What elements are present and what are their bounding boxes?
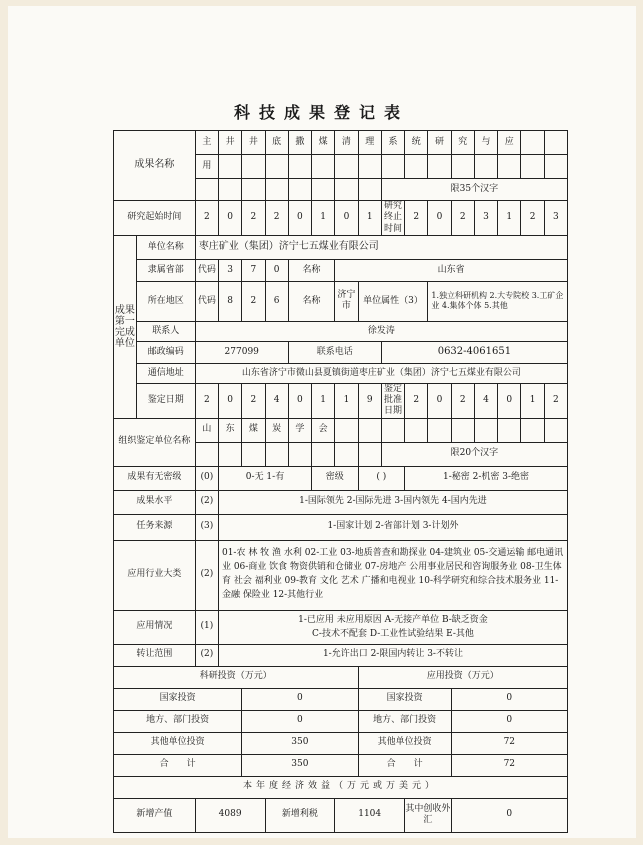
approve-digit: 4 xyxy=(474,383,497,418)
level-value: (2) xyxy=(195,490,218,514)
level-label: 成果水平 xyxy=(114,490,196,514)
invest-row-value: 72 xyxy=(451,732,567,754)
invest-row-value: 0 xyxy=(242,688,358,710)
level-options: 1-国际领先 2-国际先进 3-国内领先 4-国内先进 xyxy=(218,490,567,514)
region-code-digit: 2 xyxy=(242,281,265,321)
application-options-line1: 1-已应用 未应用原因 A-无接产单位 B-缺乏资金 xyxy=(298,614,488,625)
name-label: 成果名称 xyxy=(114,131,196,201)
appraisal-digit: 0 xyxy=(288,383,311,418)
appraisal-digit: 0 xyxy=(218,383,241,418)
unit-name: 枣庄矿业（集团）济宁七五煤业有限公司 xyxy=(195,235,567,259)
start-digit: 1 xyxy=(312,201,335,236)
org-char: 炭 xyxy=(265,418,288,442)
name-char: 究 xyxy=(451,131,474,155)
approve-digit: 0 xyxy=(498,383,521,418)
postcode-label: 邮政编码 xyxy=(136,341,195,363)
end-digit: 2 xyxy=(521,201,544,236)
name-char: 井 xyxy=(242,131,265,155)
transfer-value: (2) xyxy=(195,644,218,666)
province-code-digit: 3 xyxy=(218,259,241,281)
appraisal-digit: 9 xyxy=(358,383,381,418)
name-char: 研 xyxy=(428,131,451,155)
invest-row-label: 国家投资 xyxy=(358,688,451,710)
unit-attr-options: 1.独立科研机构 2.大专院校 3.工矿企业 4.集体个体 5.其他 xyxy=(428,281,568,321)
region-code-label: 代码 xyxy=(195,281,218,321)
region-name: 济宁市 xyxy=(335,281,358,321)
name-char: 撒 xyxy=(288,131,311,155)
unit-side-label: 成果第一完成单位 xyxy=(114,235,137,418)
source-options: 1-国家计划 2-省部计划 3-计划外 xyxy=(218,514,567,540)
province-label: 隶属省部 xyxy=(136,259,195,281)
contact-name: 徐发涛 xyxy=(195,321,567,341)
invest-row-value: 350 xyxy=(242,754,358,776)
forex-value: 0 xyxy=(451,798,567,832)
secret-options: 0-无 1-有 xyxy=(218,466,311,490)
province-code-digit: 0 xyxy=(265,259,288,281)
phone-value: 0632-4061651 xyxy=(381,341,567,363)
start-digit: 2 xyxy=(265,201,288,236)
invest-row-label: 地方、部门投资 xyxy=(358,710,451,732)
secret-level-label: 密级 xyxy=(312,466,359,490)
name-char: 与 xyxy=(474,131,497,155)
secret-value: (0) xyxy=(195,466,218,490)
end-digit: 1 xyxy=(498,201,521,236)
industry-options: 01-农 林 牧 渔 水利 02-工业 03-地质普查和勘探业 04-建筑业 05-交通运输 邮电通讯业 06-商业 饮食 物资供销和仓储业 07-房地产 公用事业居民和咨询服务业 08-卫生体育 社会 福利业 09-教育 文化 艺术 广播和电视业 10-科学研究和综合技术服务业 11-金融 保险业 12-其他行业 xyxy=(218,540,567,610)
invest-row-value: 0 xyxy=(451,710,567,732)
research-start-label: 研究起始时间 xyxy=(114,201,196,236)
secret-level-value: ( ) xyxy=(358,466,405,490)
name-char: 井 xyxy=(218,131,241,155)
appraisal-digit: 2 xyxy=(195,383,218,418)
start-digit: 0 xyxy=(288,201,311,236)
invest-row-label: 地方、部门投资 xyxy=(114,710,242,732)
address-label: 通信地址 xyxy=(136,363,195,383)
invest-row-value: 0 xyxy=(242,710,358,732)
org-char: 东 xyxy=(218,418,241,442)
contact-label: 联系人 xyxy=(136,321,195,341)
org-char: 学 xyxy=(288,418,311,442)
name-char: 统 xyxy=(405,131,428,155)
phone-label: 联系电话 xyxy=(288,341,381,363)
approve-digit: 2 xyxy=(405,383,428,418)
name-char: 清 xyxy=(335,131,358,155)
industry-value: (2) xyxy=(195,540,218,610)
name-limit-note: 限35个汉字 xyxy=(381,179,567,201)
invest-row-label: 其他单位投资 xyxy=(358,732,451,754)
research-end-label: 研究终止时间 xyxy=(381,201,404,236)
org-char: 山 xyxy=(195,418,218,442)
org-char: 会 xyxy=(312,418,335,442)
invest-row-label: 国家投资 xyxy=(114,688,242,710)
org-limit-note: 限20个汉字 xyxy=(381,442,567,466)
tax-value: 1104 xyxy=(335,798,405,832)
name-char: 用 xyxy=(195,155,218,179)
postcode-value: 277099 xyxy=(195,341,288,363)
name-char: 系 xyxy=(381,131,404,155)
approve-digit xyxy=(544,383,567,418)
name-char: 煤 xyxy=(312,131,335,155)
start-digit: 1 xyxy=(358,201,381,236)
source-value: (3) xyxy=(195,514,218,540)
province-code-label: 代码 xyxy=(195,259,218,281)
province-name: 山东省 xyxy=(335,259,568,281)
name-char: 底 xyxy=(265,131,288,155)
appraisal-digit: 1 xyxy=(335,383,358,418)
region-code-digit: 6 xyxy=(265,281,288,321)
application-label: 应用情况 xyxy=(114,610,196,644)
start-digit: 0 xyxy=(335,201,358,236)
address-value: 山东省济宁市微山县夏镇街道枣庄矿业（集团）济宁七五煤业有限公司 xyxy=(195,363,567,383)
end-digit: 3 xyxy=(474,201,497,236)
start-digit: 2 xyxy=(195,201,218,236)
region-name-label: 名称 xyxy=(288,281,335,321)
application-options xyxy=(218,610,567,644)
approve-digit: 2 xyxy=(451,383,474,418)
end-digit: 2 xyxy=(405,201,428,236)
output-value: 4089 xyxy=(195,798,265,832)
approve-digit: 1 xyxy=(521,383,544,418)
appraisal-digit: 1 xyxy=(312,383,335,418)
appraisal-digit: 2 xyxy=(242,383,265,418)
start-digit: 0 xyxy=(218,201,241,236)
region-code-digit: 8 xyxy=(218,281,241,321)
invest-row-value: 350 xyxy=(242,732,358,754)
research-invest-header: 科研投资（万元） xyxy=(114,666,359,688)
tax-label: 新增利税 xyxy=(265,798,335,832)
province-code-digit: 7 xyxy=(242,259,265,281)
invest-row-value: 0 xyxy=(451,688,567,710)
unit-name-label: 单位名称 xyxy=(136,235,195,259)
registration-table xyxy=(113,130,568,833)
secret-label: 成果有无密级 xyxy=(114,466,196,490)
name-char: 应 xyxy=(498,131,521,155)
form-title: 科技成果登记表 xyxy=(233,103,409,122)
region-label: 所在地区 xyxy=(136,281,195,321)
appraisal-digit: 4 xyxy=(265,383,288,418)
end-digit: 3 xyxy=(544,201,567,236)
output-label: 新增产值 xyxy=(114,798,196,832)
approve-digit: 0 xyxy=(428,383,451,418)
org-char: 煤 xyxy=(242,418,265,442)
application-value: (1) xyxy=(195,610,218,644)
province-name-label: 名称 xyxy=(288,259,335,281)
end-digit: 2 xyxy=(451,201,474,236)
name-char: 理 xyxy=(358,131,381,155)
forex-label: 其中创收外汇 xyxy=(405,798,452,832)
invest-row-label: 合 计 xyxy=(358,754,451,776)
transfer-options: 1-允许出口 2-限国内转让 3-不转让 xyxy=(218,644,567,666)
approve-date-label: 鉴定批准日期 xyxy=(381,383,404,418)
application-options-line2: C-技术不配套 D-工业性试验结果 E-其他 xyxy=(312,629,474,639)
invest-row-label: 其他单位投资 xyxy=(114,732,242,754)
benefit-header: 本年度经济效益（万元或万美元） xyxy=(114,776,568,798)
source-label: 任务来源 xyxy=(114,514,196,540)
transfer-label: 转让范围 xyxy=(114,644,196,666)
org-label: 组织鉴定单位名称 xyxy=(114,418,196,466)
appraisal-date-label: 鉴定日期 xyxy=(136,383,195,418)
invest-row-label: 合 计 xyxy=(114,754,242,776)
end-digit: 0 xyxy=(428,201,451,236)
start-digit: 2 xyxy=(242,201,265,236)
industry-label: 应用行业大类 xyxy=(114,540,196,610)
secret-level-options: 1-秘密 2-机密 3-绝密 xyxy=(405,466,568,490)
name-char: 主 xyxy=(195,131,218,155)
invest-row-value: 72 xyxy=(451,754,567,776)
applied-invest-header: 应用投资（万元） xyxy=(358,666,567,688)
unit-attr-label: 单位属性（3） xyxy=(358,281,428,321)
